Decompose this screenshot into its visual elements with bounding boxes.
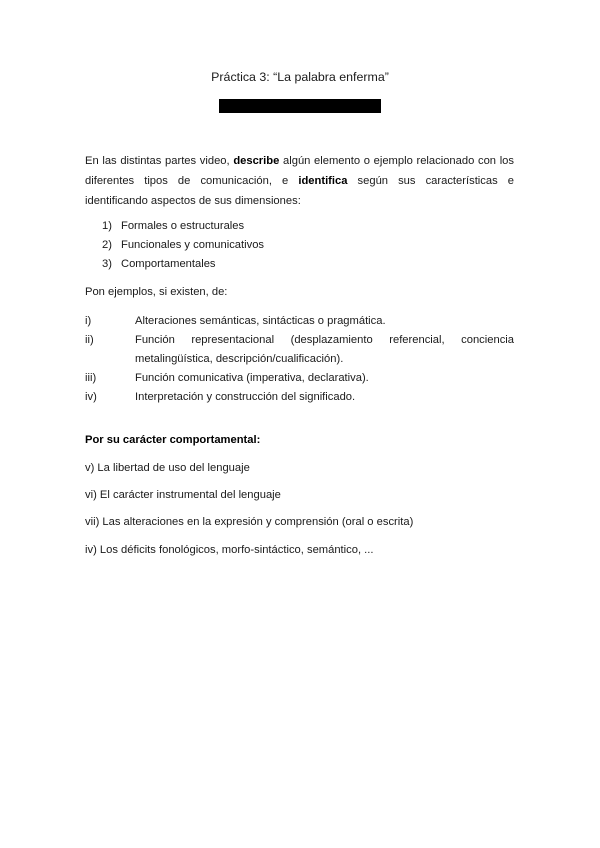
example-number: ii) xyxy=(85,334,94,346)
example-item xyxy=(85,388,514,407)
example-number: iv) xyxy=(85,391,97,403)
intro-bold-describe: describe xyxy=(233,155,280,167)
intro-text-1: En las distintas partes video, xyxy=(85,155,234,167)
intro-bold-identifica: identifica xyxy=(298,175,348,187)
behavioral-heading: Por su carácter comportamental: xyxy=(85,434,261,446)
examples-intro: Pon ejemplos, si existen, de: xyxy=(85,286,228,298)
behavioral-item: v) La libertad de uso del lenguaje xyxy=(85,462,250,474)
dimension-number: 3) xyxy=(102,258,112,270)
example-number: iii) xyxy=(85,372,97,384)
behavioral-item: vii) Las alteraciones en la expresión y comprensión (oral o escrita) xyxy=(85,516,414,528)
dimension-item xyxy=(102,239,264,251)
intro-text-3: según sus características e identificando aspectos de sus dimensiones: xyxy=(85,175,514,207)
example-item xyxy=(85,331,514,369)
dimension-label: Comportamentales xyxy=(121,258,216,270)
example-text-line1: Función representacional (desplazamiento referencial, conciencia xyxy=(135,334,514,346)
dimension-label: Formales o estructurales xyxy=(121,220,245,232)
intro-paragraph xyxy=(85,151,514,211)
behavioral-item: vi) El carácter instrumental del lenguaje xyxy=(85,489,281,501)
document-title: Práctica 3: “La palabra enferma” xyxy=(211,70,389,84)
example-number: i) xyxy=(85,315,92,327)
example-text: Función comunicativa (imperativa, declarativa). xyxy=(135,372,369,384)
dimension-number: 2) xyxy=(102,239,112,251)
example-text: Alteraciones semánticas, sintácticas o pragmática. xyxy=(135,315,386,327)
dimension-item xyxy=(102,220,244,232)
behavioral-item: iv) Los déficits fonológicos, morfo-sintáctico, semántico, ... xyxy=(85,544,374,556)
example-text-line2: metalingüística, descripción/cualificación). xyxy=(135,353,344,365)
example-item xyxy=(85,369,514,388)
redaction-bar xyxy=(219,99,381,113)
example-text: Interpretación y construcción del significado. xyxy=(135,391,356,403)
dimension-number: 1) xyxy=(102,220,112,232)
dimension-item xyxy=(102,258,216,270)
intro-text-2: algún elemento o ejemplo relacionado con los diferentes tipos de comunicación, e xyxy=(85,155,514,187)
dimension-label: Funcionales y comunicativos xyxy=(121,239,265,251)
example-item xyxy=(85,312,514,331)
